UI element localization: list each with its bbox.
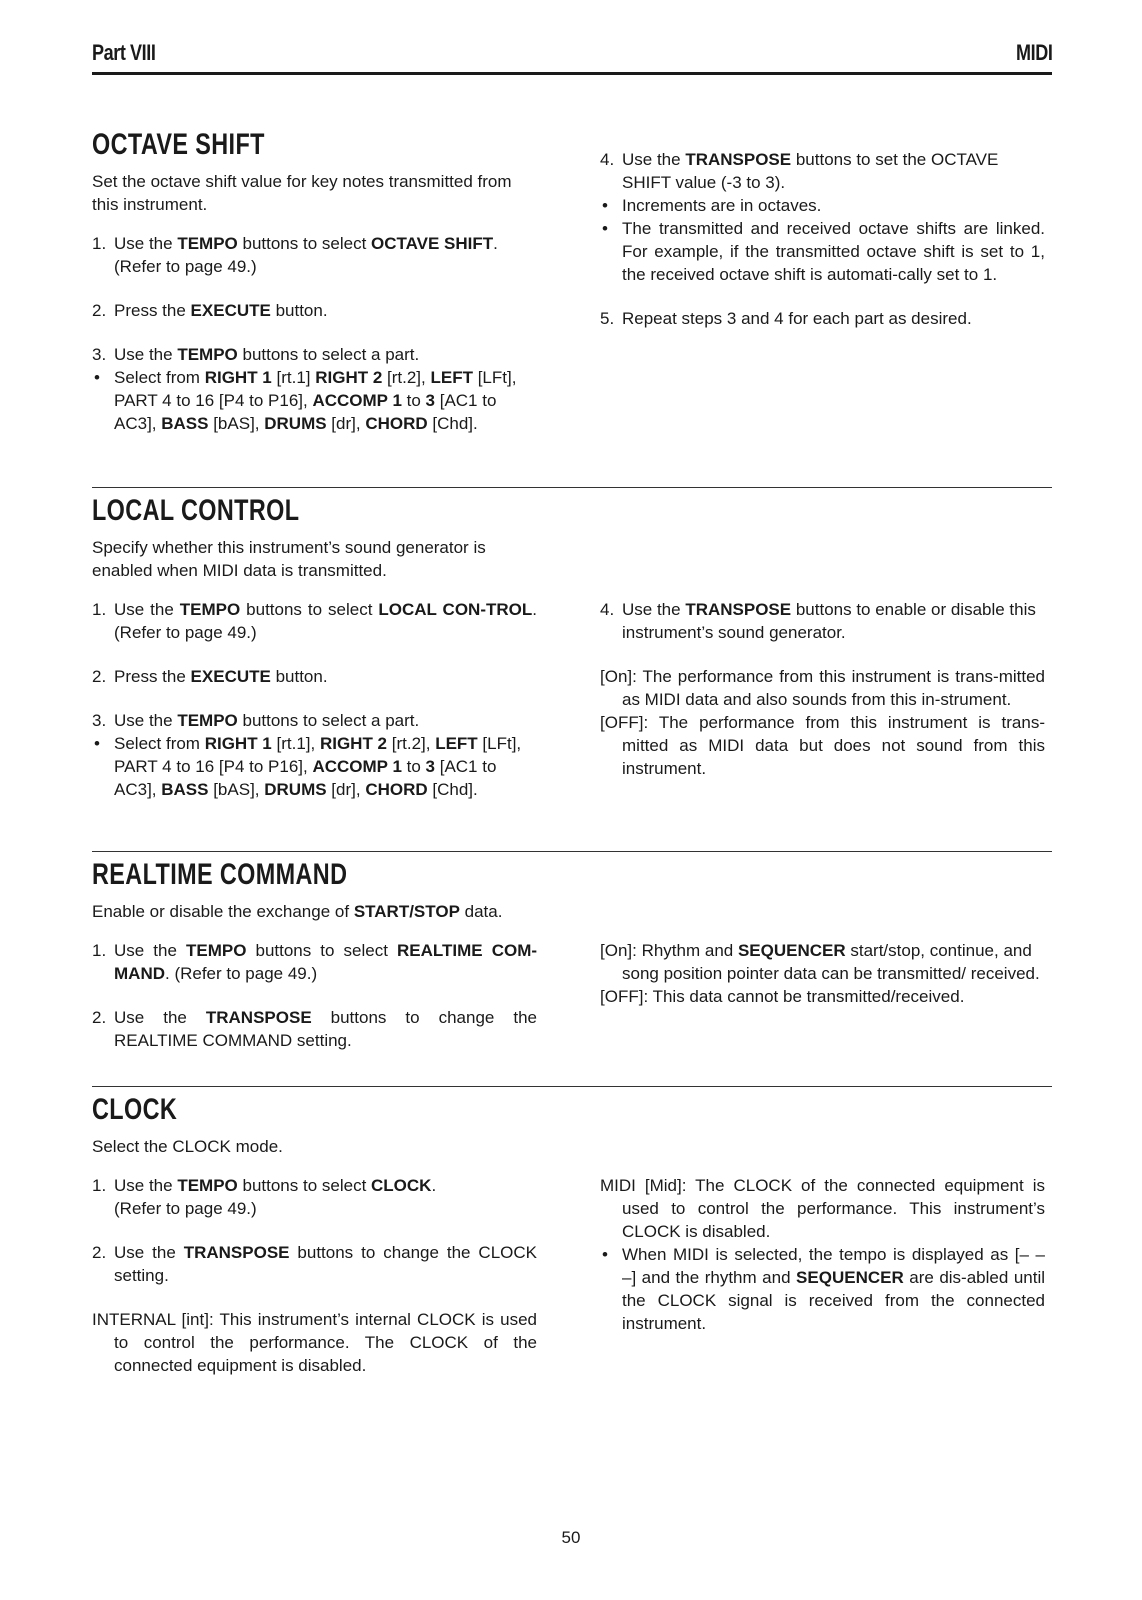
step-4: 4. Use the TRANSPOSE buttons to set the OCTAVE SHIFT value (-3 to 3).	[600, 150, 999, 192]
section-title: REALTIME COMMAND	[92, 858, 348, 891]
left-column	[92, 232, 537, 435]
section-intro: Select the CLOCK mode.	[92, 1137, 283, 1156]
left-column	[92, 1174, 537, 1377]
section-octave-shift	[92, 128, 1052, 433]
section-title: CLOCK	[92, 1093, 178, 1126]
step-4: 4. Use the TRANSPOSE buttons to enable or disable this instrument’s sound generator.	[600, 600, 1036, 642]
step-2: 2. Use the TRANSPOSE buttons to change the REALTIME COMMAND setting.	[92, 1008, 537, 1050]
section-intro: Enable or disable the exchange of START/STOP data.	[92, 902, 503, 921]
right-column	[600, 1174, 1045, 1335]
section-divider	[92, 1086, 1052, 1087]
step-3: 3. Use the TEMPO buttons to select a part.	[92, 711, 420, 730]
page-header	[92, 38, 1052, 75]
internal-description: INTERNAL [int]: This instrument’s internal CLOCK is used to control the performance. The CLOCK of the connected equipment is disabled.	[92, 1310, 537, 1375]
increments-bullet: • Increments are in octaves.	[602, 196, 822, 215]
step-3: 3. Use the TEMPO buttons to select a part.	[92, 345, 420, 364]
page-number: 50	[561, 1528, 581, 1547]
section-title: OCTAVE SHIFT	[92, 128, 265, 161]
part-list-bullet: • Select from RIGHT 1 [rt.1] RIGHT 2 [rt.2], LEFT [LFt], PART 4 to 16 [P4 to P16], ACCOMP 1 to 3 [AC1 to AC3], BASS [bAS], DRUMS [dr], CHORD [Chd].	[94, 368, 517, 433]
part-list-bullet: • Select from RIGHT 1 [rt.1], RIGHT 2 [rt.2], LEFT [LFt], PART 4 to 16 [P4 to P16], ACCOMP 1 to 3 [AC1 to AC3], BASS [bAS], DRUMS [dr], CHORD [Chd].	[94, 734, 522, 799]
section-divider	[92, 487, 1052, 488]
step-5: 5. Repeat steps 3 and 4 for each part as desired.	[600, 309, 972, 328]
section-divider	[92, 851, 1052, 852]
section-realtime-command	[92, 858, 1052, 1050]
on-description: [On]: The performance from this instrument is trans-mitted as MIDI data and also sounds from this in-strument.	[600, 667, 1045, 709]
step-1: 1. Use the TEMPO buttons to select CLOCK. (Refer to page 49.)	[92, 1176, 437, 1218]
section-title: LOCAL CONTROL	[92, 494, 300, 527]
on-description: [On]: Rhythm and SEQUENCER start/stop, continue, and song position pointer data can be transmitted/ received.	[600, 941, 1040, 983]
step-2: 2. Use the TRANSPOSE buttons to change the CLOCK setting.	[92, 1243, 537, 1285]
off-description: [OFF]: This data cannot be transmitted/received.	[600, 987, 965, 1006]
linked-bullet: • The transmitted and received octave shifts are linked. For example, if the transmitted octave shift is set to 1, the received octave shift is automati-cally set to 1.	[602, 219, 1045, 284]
right-column	[600, 148, 1045, 330]
right-column	[600, 939, 1045, 1008]
step-2: 2. Press the EXECUTE button.	[92, 301, 328, 320]
step-1: 1. Use the TEMPO buttons to select OCTAVE SHIFT. (Refer to page 49.)	[92, 234, 498, 276]
section-local-control	[92, 494, 1052, 799]
step-1: 1. Use the TEMPO buttons to select LOCAL CON-TROL. (Refer to page 49.)	[92, 600, 538, 642]
section-intro: Specify whether this instrument’s sound generator is enabled when MIDI data is transmitted.	[92, 538, 486, 580]
right-column	[600, 598, 1045, 780]
step-2: 2. Press the EXECUTE button.	[92, 667, 328, 686]
section-intro: Set the octave shift value for key notes transmitted from this instrument.	[92, 172, 512, 214]
midi-description: MIDI [Mid]: The CLOCK of the connected equipment is used to control the performance. This instrument’s CLOCK is disabled.	[600, 1176, 1045, 1241]
off-description: [OFF]: The performance from this instrument is trans-mitted as MIDI data but does not sound from this instrument.	[600, 713, 1045, 778]
left-column	[92, 598, 537, 801]
chapter-label: MIDI	[1015, 40, 1052, 65]
midi-bullet: • When MIDI is selected, the tempo is displayed as [– – –] and the rhythm and SEQUENCER are dis-abled until the CLOCK signal is received from the connected instrument.	[602, 1245, 1046, 1333]
left-column	[92, 939, 537, 1052]
part-label: Part VIII	[92, 40, 156, 65]
step-1: 1. Use the TEMPO buttons to select REALTIME COM-MAND. (Refer to page 49.)	[92, 941, 538, 983]
section-clock	[92, 1093, 1052, 1375]
